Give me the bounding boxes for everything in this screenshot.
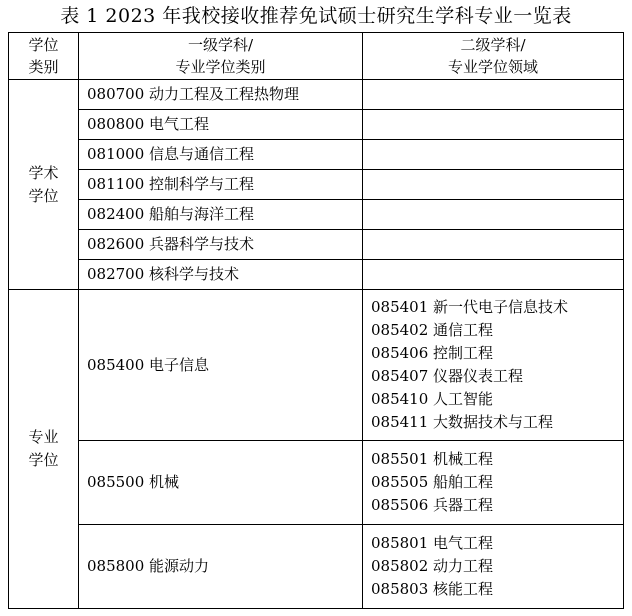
table-row [9, 110, 624, 140]
level1-cell: 082400 船舶与海洋工程 [79, 200, 363, 230]
field-item: 085802 动力工程 [371, 557, 494, 575]
level2-cell [363, 170, 624, 200]
table-row [9, 200, 624, 230]
field-item: 085803 核能工程 [371, 580, 494, 598]
field-item: 085410 人工智能 [371, 390, 494, 408]
level1-cell: 081000 信息与通信工程 [79, 140, 363, 170]
level2-cell [363, 525, 624, 609]
level2-cell [363, 441, 624, 525]
level1-cell: 080800 电气工程 [79, 110, 363, 140]
table-title: 表 1 2023 年我校接收推荐免试硕士研究生学科专业一览表 [60, 5, 572, 27]
table-row [9, 441, 624, 525]
header-text: 二级学科/ [460, 36, 526, 54]
field-item: 085411 大数据技术与工程 [371, 413, 554, 431]
level1-cell: 085800 能源动力 [79, 525, 363, 609]
level2-cell [363, 230, 624, 260]
discipline-table [8, 32, 624, 609]
category-text: 学位 [28, 451, 59, 469]
field-item: 085407 仪器仪表工程 [371, 367, 524, 385]
field-item: 085401 新一代电子信息技术 [371, 298, 569, 316]
header-text: 专业学位领域 [447, 58, 538, 76]
field-item: 085501 机械工程 [371, 450, 494, 468]
header-level2 [363, 33, 624, 80]
field-item: 085801 电气工程 [371, 534, 494, 552]
level2-cell [363, 140, 624, 170]
level1-cell: 085400 电子信息 [79, 290, 363, 441]
category-text: 专业 [28, 428, 59, 446]
table-row [9, 290, 624, 441]
table-row [9, 80, 624, 110]
level1-cell: 082600 兵器科学与技术 [79, 230, 363, 260]
header-text: 学位 [28, 36, 59, 54]
level2-cell [363, 290, 624, 441]
header-category [9, 33, 79, 80]
table-row [9, 170, 624, 200]
category-professional [9, 290, 79, 609]
field-item: 085406 控制工程 [371, 344, 494, 362]
level1-cell: 081100 控制科学与工程 [79, 170, 363, 200]
field-item: 085506 兵器工程 [371, 496, 494, 514]
category-academic [9, 80, 79, 290]
table-row [9, 525, 624, 609]
header-row [9, 33, 624, 80]
field-item: 085505 船舶工程 [371, 473, 494, 491]
header-level1 [79, 33, 363, 80]
category-text: 学术 [28, 163, 59, 182]
level1-cell: 080700 动力工程及工程热物理 [79, 80, 363, 110]
header-text: 一级学科/ [187, 36, 254, 54]
table-row [9, 140, 624, 170]
level2-cell [363, 80, 624, 110]
level2-cell [363, 110, 624, 140]
header-text: 专业学位类别 [175, 58, 266, 76]
table-row [9, 260, 624, 290]
level1-cell: 085500 机械 [79, 441, 363, 525]
level1-cell: 082700 核科学与技术 [79, 260, 363, 290]
field-item: 085402 通信工程 [371, 321, 494, 339]
table-row [9, 230, 624, 260]
category-text: 学位 [28, 186, 59, 205]
level2-cell [363, 260, 624, 290]
header-text: 类别 [28, 58, 59, 76]
level2-cell [363, 200, 624, 230]
